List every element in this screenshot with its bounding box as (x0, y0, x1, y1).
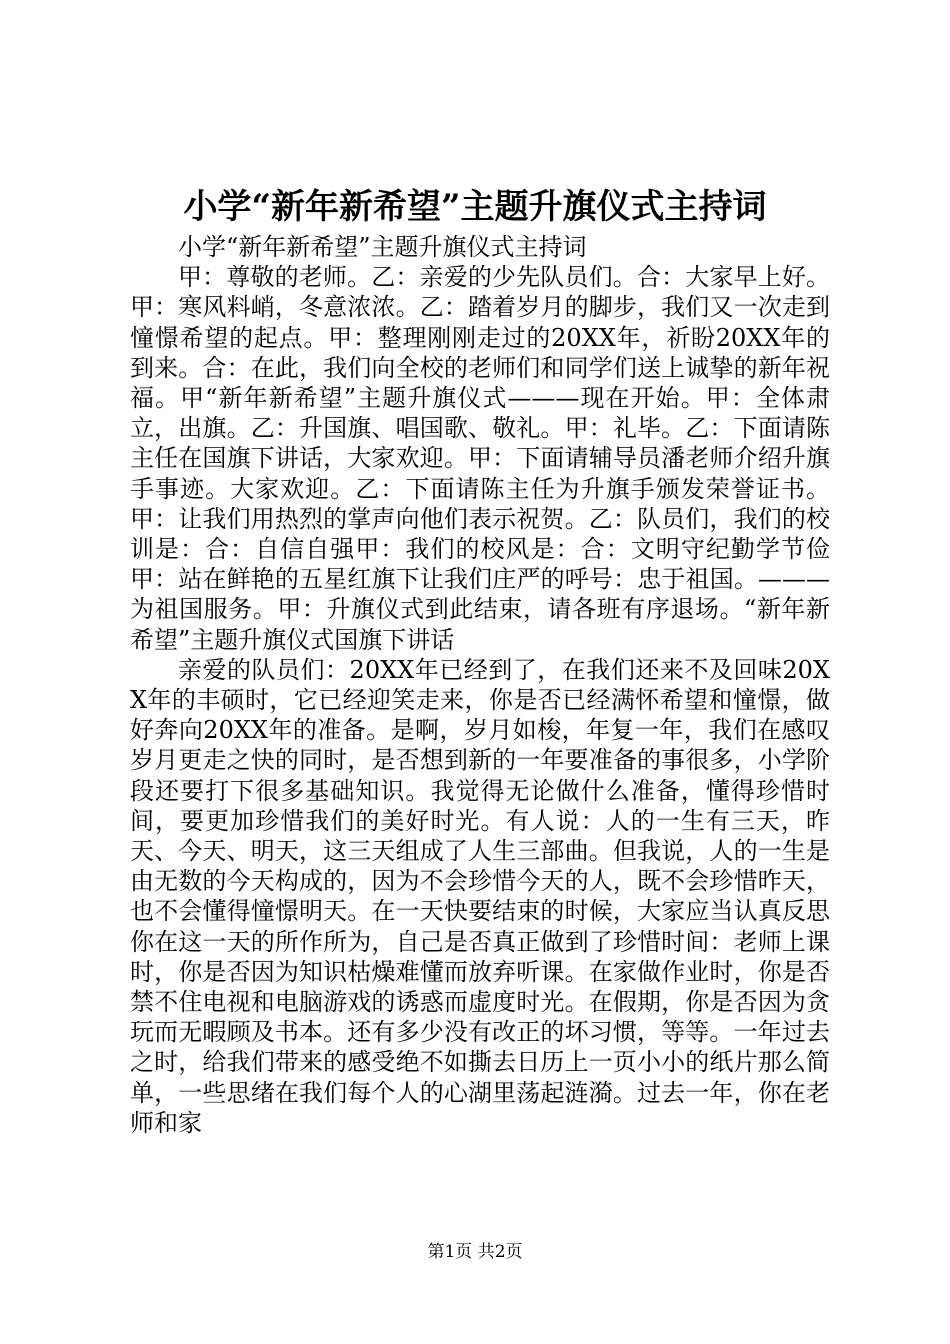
document-body (130, 232, 830, 1138)
document-title: 小学“新年新希望”主题升旗仪式主持词 (183, 187, 767, 227)
paragraph-speech: 亲爱的队员们：20XX年已经到了，在我们还来不及回味20XX年的丰硕时，它已经迎笑走来，你是否已经满怀希望和憧憬，做好奔向20XX年的准备。是啊，岁月如梭，年复一年，我们在感叹岁月更走之快的同时，是否想到新的一年要准备的事很多，小学阶段还要打下很多基础知识。我觉得无论做什么准备，懂得珍惜时间，要更加珍惜我们的美好时光。有人说：人的一生有三天，昨天、今天、明天，这三天组成了人生三部曲。但我说，人的一生是由无数的今天构成的，因为不会珍惜今天的人，既不会珍惜昨天，也不会懂得憧憬明天。在一天快要结束的时候，大家应当认真反思你在这一天的所作所为，自己是否真正做到了珍惜时间：老师上课时，你是否因为知识枯燥难懂而放弃听课。在家做作业时，你是否禁不住电视和电脑游戏的诱惑而虚度时光。在假期，你是否因为贪玩而无暇顾及书本。还有多少没有改正的坏习惯，等等。一年过去之时，给我们带来的感受绝不如撕去日历上一页小小的纸片那么简单，一些思绪在我们每个人的心湖里荡起涟漪。过去一年，你在老师和家 (130, 655, 830, 1137)
page-footer: 第1页 共2页 (427, 1242, 523, 1262)
paragraph-subtitle: 小学“新年新希望”主题升旗仪式主持词 (178, 233, 587, 261)
paragraph-host-script: 甲：尊敬的老师。乙：亲爱的少先队员们。合：大家早上好。甲：寒风料峭，冬意浓浓。乙：踏着岁月的脚步，我们又一次走到憧憬希望的起点。甲：整理刚刚走过的20XX年，祈盼20XX年的到来。合：在此，我们向全校的老师们和同学们送上诚挚的新年祝福。甲“新年新希望”主题升旗仪式———现在开始。甲：全体肃立，出旗。乙：升国旗、唱国歌、敬礼。甲：礼毕。乙：下面请陈主任在国旗下讲话，大家欢迎。甲：下面请辅导员潘老师介绍升旗手事迹。大家欢迎。乙：下面请陈主任为升旗手颁发荣誉证书。甲：让我们用热烈的掌声向他们表示祝贺。乙：队员们，我们的校训是：合：自信自强甲：我们的校风是：合：文明守纪勤学节俭甲：站在鲜艳的五星红旗下让我们庄严的呼号：忠于祖国。———为祖国服务。甲：升旗仪式到此结束，请各班有序退场。“新年新希望”主题升旗仪式国旗下讲话 (130, 263, 830, 654)
